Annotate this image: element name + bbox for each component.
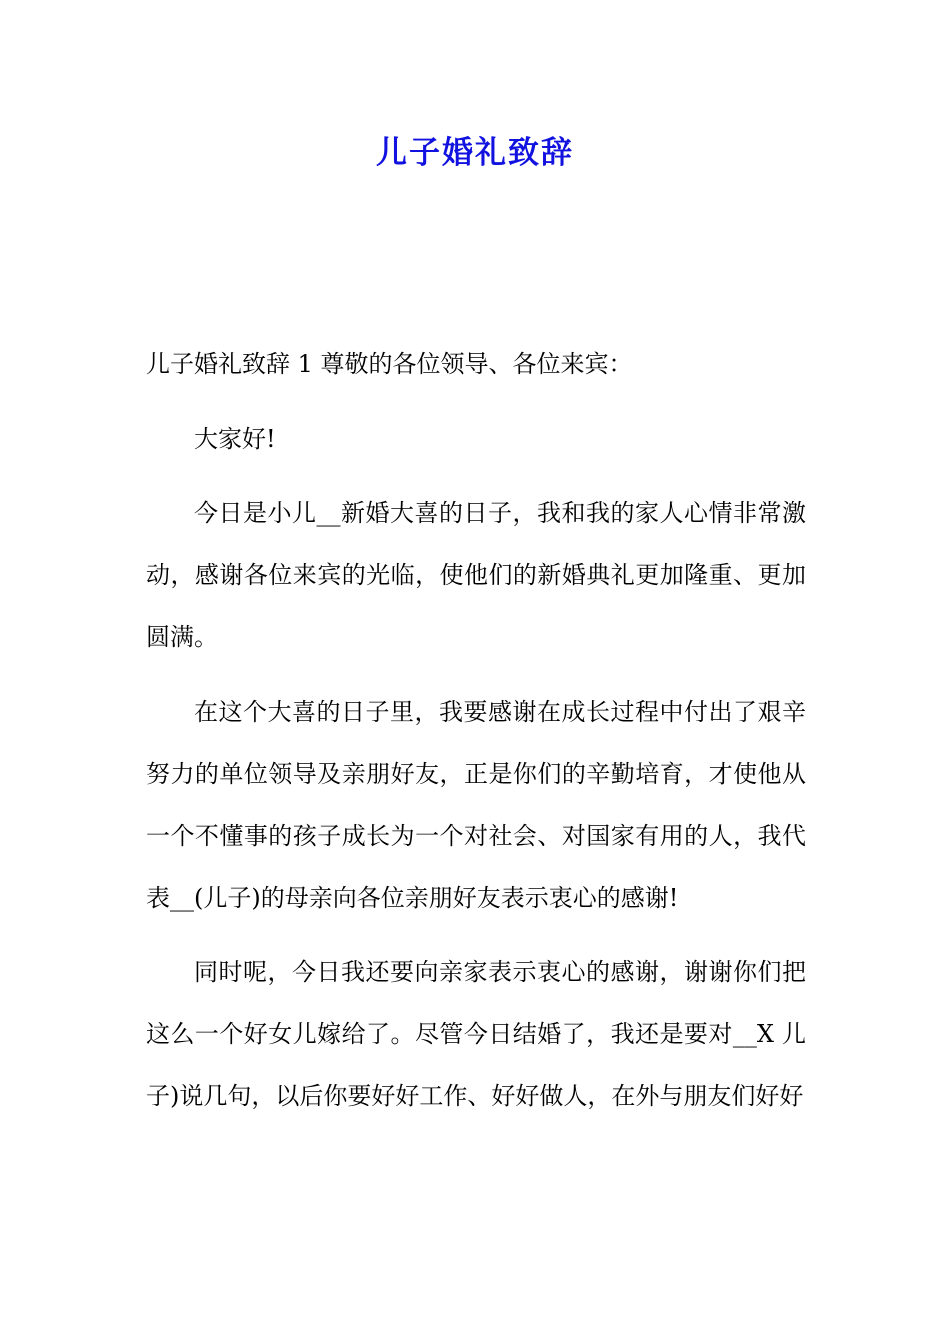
- body-paragraph: 同时呢，今日我还要向亲家表示衷心的感谢，谢谢你们把这么一个好女儿嫁给了。尽管今日结婚了，我还是要对__X 儿子)说几句，以后你要好好工作、好好做人，在外与朋友们好好: [146, 958, 806, 1110]
- opening-paragraph: 儿子婚礼致辞 1 尊敬的各位领导、各位来宾：: [146, 350, 633, 378]
- document-title: 儿子婚礼致辞: [376, 135, 574, 171]
- body-paragraph: 今日是小儿__新婚大喜的日子，我和我的家人心情非常激动，感谢各位来宾的光临，使他们的新婚典礼更加隆重、更加圆满。: [146, 499, 806, 651]
- body-paragraph: 在这个大喜的日子里，我要感谢在成长过程中付出了艰辛努力的单位领导及亲朋好友，正是你们的辛勤培育，才使他从一个不懂事的孩子成长为一个对社会、对国家有用的人，我代表__(儿子)的母亲向各位亲朋好友表示衷心的感谢!: [146, 697, 806, 912]
- greeting-paragraph: 大家好!: [194, 424, 276, 453]
- document-body: [146, 333, 806, 1140]
